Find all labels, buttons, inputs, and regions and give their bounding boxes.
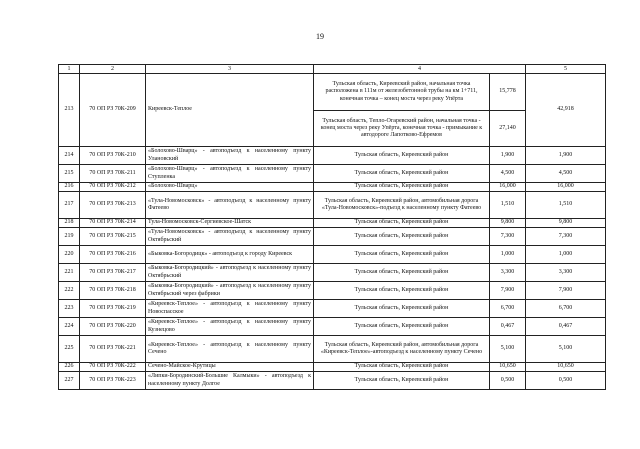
road-code-cell: 70 ОП РЗ 70К-211 [80, 165, 146, 183]
row-number-cell: 213 [59, 74, 80, 147]
location-cell: Тульская область, Киреевский район [314, 147, 490, 165]
road-code-cell: 70 ОП РЗ 70К-212 [80, 183, 146, 192]
table-row [59, 183, 606, 192]
road-name-cell: «Болохово-Шварц» - автоподъезд к населенному пункту Ступленка [146, 165, 314, 183]
road-name-cell: «Липки-Бородинский-Большие Калмыки» - автоподъезд к населенному пункту Долгое [146, 372, 314, 390]
length-cell: 0,467 [490, 318, 526, 336]
roads-table [58, 64, 606, 390]
road-code-cell: 70 ОП РЗ 70К-223 [80, 372, 146, 390]
location-cell: Тульская область, Киреевский район [314, 300, 490, 318]
table-row [59, 300, 606, 318]
location-cell: Тульская область, Киреевский район [314, 363, 490, 372]
location-cell: Тульская область, Киреевский район [314, 372, 490, 390]
table-row [59, 336, 606, 363]
location-cell: Тульская область, Киреевский район, автомобильная дорога «Киреевск-Теплое»-автоподъезд к населенному пункту Сечено [314, 336, 490, 363]
length-cell: 3,300 [490, 264, 526, 282]
road-name-cell: «Тула-Новомосковск» - автоподъезд к населенному пункту Фатеево [146, 192, 314, 219]
length-cell: 9,800 [490, 219, 526, 228]
road-name-cell: «Быковка-Богородицк» - автоподъезд к городу Киреевск [146, 246, 314, 264]
row-number-cell: 215 [59, 165, 80, 183]
road-name-cell: «Болохово-Шварц» - автоподъезд к населенному пункту Улановский [146, 147, 314, 165]
road-name-cell: «Быковка-Богородицкий» - автоподъезд к населенному пункту Октябрьский через фабрики [146, 282, 314, 300]
row-number-cell: 225 [59, 336, 80, 363]
table-row [59, 219, 606, 228]
road-code-cell: 70 ОП РЗ 70К-215 [80, 228, 146, 246]
row-number-cell: 226 [59, 363, 80, 372]
location-cell: Тульская область, Киреевский район [314, 183, 490, 192]
total-length-cell: 1,000 [526, 246, 606, 264]
length-cell: 5,100 [490, 336, 526, 363]
total-length-cell: 0,500 [526, 372, 606, 390]
total-length-cell: 5,100 [526, 336, 606, 363]
road-code-cell: 70 ОП РЗ 70К-209 [80, 74, 146, 147]
road-code-cell: 70 ОП РЗ 70К-220 [80, 318, 146, 336]
location-cell: Тульская область, Киреевский район [314, 282, 490, 300]
table-row [59, 74, 606, 111]
row-number-cell: 224 [59, 318, 80, 336]
location-cell: Тульская область, Киреевский район [314, 219, 490, 228]
road-name-cell: «Тула-Новомосковск» - автоподъезд к населенному пункту Октябрьский [146, 228, 314, 246]
table-row [59, 318, 606, 336]
row-number-cell: 214 [59, 147, 80, 165]
road-code-cell: 70 ОП РЗ 70К-216 [80, 246, 146, 264]
location-cell: Тульская область, Киреевский район [314, 165, 490, 183]
table-row [59, 246, 606, 264]
road-name-cell: «Быковка-Богородицкий» - автоподъезд к населенному пункту Октябрьский [146, 264, 314, 282]
road-name-cell: «Киреевск-Теплое» - автоподъезд к населенному пункту Новоспасское [146, 300, 314, 318]
header-cell: 3 [146, 65, 314, 74]
row-number-cell: 227 [59, 372, 80, 390]
total-length-cell: 10,650 [526, 363, 606, 372]
total-length-cell: 1,900 [526, 147, 606, 165]
road-code-cell: 70 ОП РЗ 70К-217 [80, 264, 146, 282]
total-length-cell: 3,300 [526, 264, 606, 282]
road-code-cell: 70 ОП РЗ 70К-221 [80, 336, 146, 363]
row-number-cell: 222 [59, 282, 80, 300]
road-code-cell: 70 ОП РЗ 70К-213 [80, 192, 146, 219]
location-cell: Тульская область, Киреевский район, автомобильная дорога «Тула-Новомосковск»-подъезд к населенному пункту Фатеево [314, 192, 490, 219]
road-code-cell: 70 ОП РЗ 70К-219 [80, 300, 146, 318]
row-number-cell: 219 [59, 228, 80, 246]
total-length-cell: 42,918 [526, 74, 606, 147]
road-name-cell: «Болохово-Шварц» [146, 183, 314, 192]
road-code-cell: 70 ОП РЗ 70К-214 [80, 219, 146, 228]
road-name-cell: Киреевск-Теплое [146, 74, 314, 147]
location-cell: Тульская область, Киреевский район [314, 318, 490, 336]
road-code-cell: 70 ОП РЗ 70К-210 [80, 147, 146, 165]
row-number-cell: 220 [59, 246, 80, 264]
road-code-cell: 70 ОП РЗ 70К-218 [80, 282, 146, 300]
table-row [59, 282, 606, 300]
length-cell: 4,500 [490, 165, 526, 183]
total-length-cell: 1,510 [526, 192, 606, 219]
length-cell: 6,700 [490, 300, 526, 318]
total-length-cell: 7,300 [526, 228, 606, 246]
table-row [59, 264, 606, 282]
row-number-cell: 221 [59, 264, 80, 282]
table-row [59, 372, 606, 390]
row-number-cell: 217 [59, 192, 80, 219]
header-cell: 4 [314, 65, 526, 74]
header-cell: 5 [526, 65, 606, 74]
table-header-row [59, 65, 606, 74]
table-row [59, 228, 606, 246]
length-cell: 1,510 [490, 192, 526, 219]
length-cell: 7,300 [490, 228, 526, 246]
location-cell: Тульская область, Тепло-Огаревский район, начальная точка - конец моста через реку Упёрта, конечная точка - примыкание к автодороге Лапотково-Ефремов [314, 111, 490, 147]
length-cell: 0,500 [490, 372, 526, 390]
table-row [59, 147, 606, 165]
header-cell: 2 [80, 65, 146, 74]
total-length-cell: 4,500 [526, 165, 606, 183]
table-row [59, 363, 606, 372]
row-number-cell: 218 [59, 219, 80, 228]
page-number: 19 [316, 32, 324, 41]
total-length-cell: 6,700 [526, 300, 606, 318]
length-cell: 1,900 [490, 147, 526, 165]
table-row [59, 192, 606, 219]
length-cell: 15,778 [490, 74, 526, 111]
total-length-cell: 9,800 [526, 219, 606, 228]
road-name-cell: Сечено-Майское-Крутицы [146, 363, 314, 372]
length-cell: 7,900 [490, 282, 526, 300]
total-length-cell: 0,467 [526, 318, 606, 336]
location-cell: Тульская область, Киреевский район [314, 228, 490, 246]
location-cell: Тульская область, Киреевский район [314, 246, 490, 264]
road-name-cell: Тула-Новомосковск-Сергиевское-Шатск [146, 219, 314, 228]
road-name-cell: «Киреевск-Теплое» - автоподъезд к населенному пункту Сечено [146, 336, 314, 363]
table-row [59, 165, 606, 183]
total-length-cell: 7,900 [526, 282, 606, 300]
length-cell: 16,000 [490, 183, 526, 192]
road-name-cell: «Киреевск-Теплое» - автоподъезд к населенному пункту Кузнецово [146, 318, 314, 336]
length-cell: 1,000 [490, 246, 526, 264]
location-cell: Тульская область, Киреевский район, начальная точка расположена в 111м от железобетонной трубы на км 1+711, конечная точка – конец моста через реку Упёрта [314, 74, 490, 111]
length-cell: 10,650 [490, 363, 526, 372]
length-cell: 27,140 [490, 111, 526, 147]
location-cell: Тульская область, Киреевский район [314, 264, 490, 282]
road-code-cell: 70 ОП РЗ 70К-222 [80, 363, 146, 372]
total-length-cell: 16,000 [526, 183, 606, 192]
row-number-cell: 223 [59, 300, 80, 318]
row-number-cell: 216 [59, 183, 80, 192]
header-cell: 1 [59, 65, 80, 74]
